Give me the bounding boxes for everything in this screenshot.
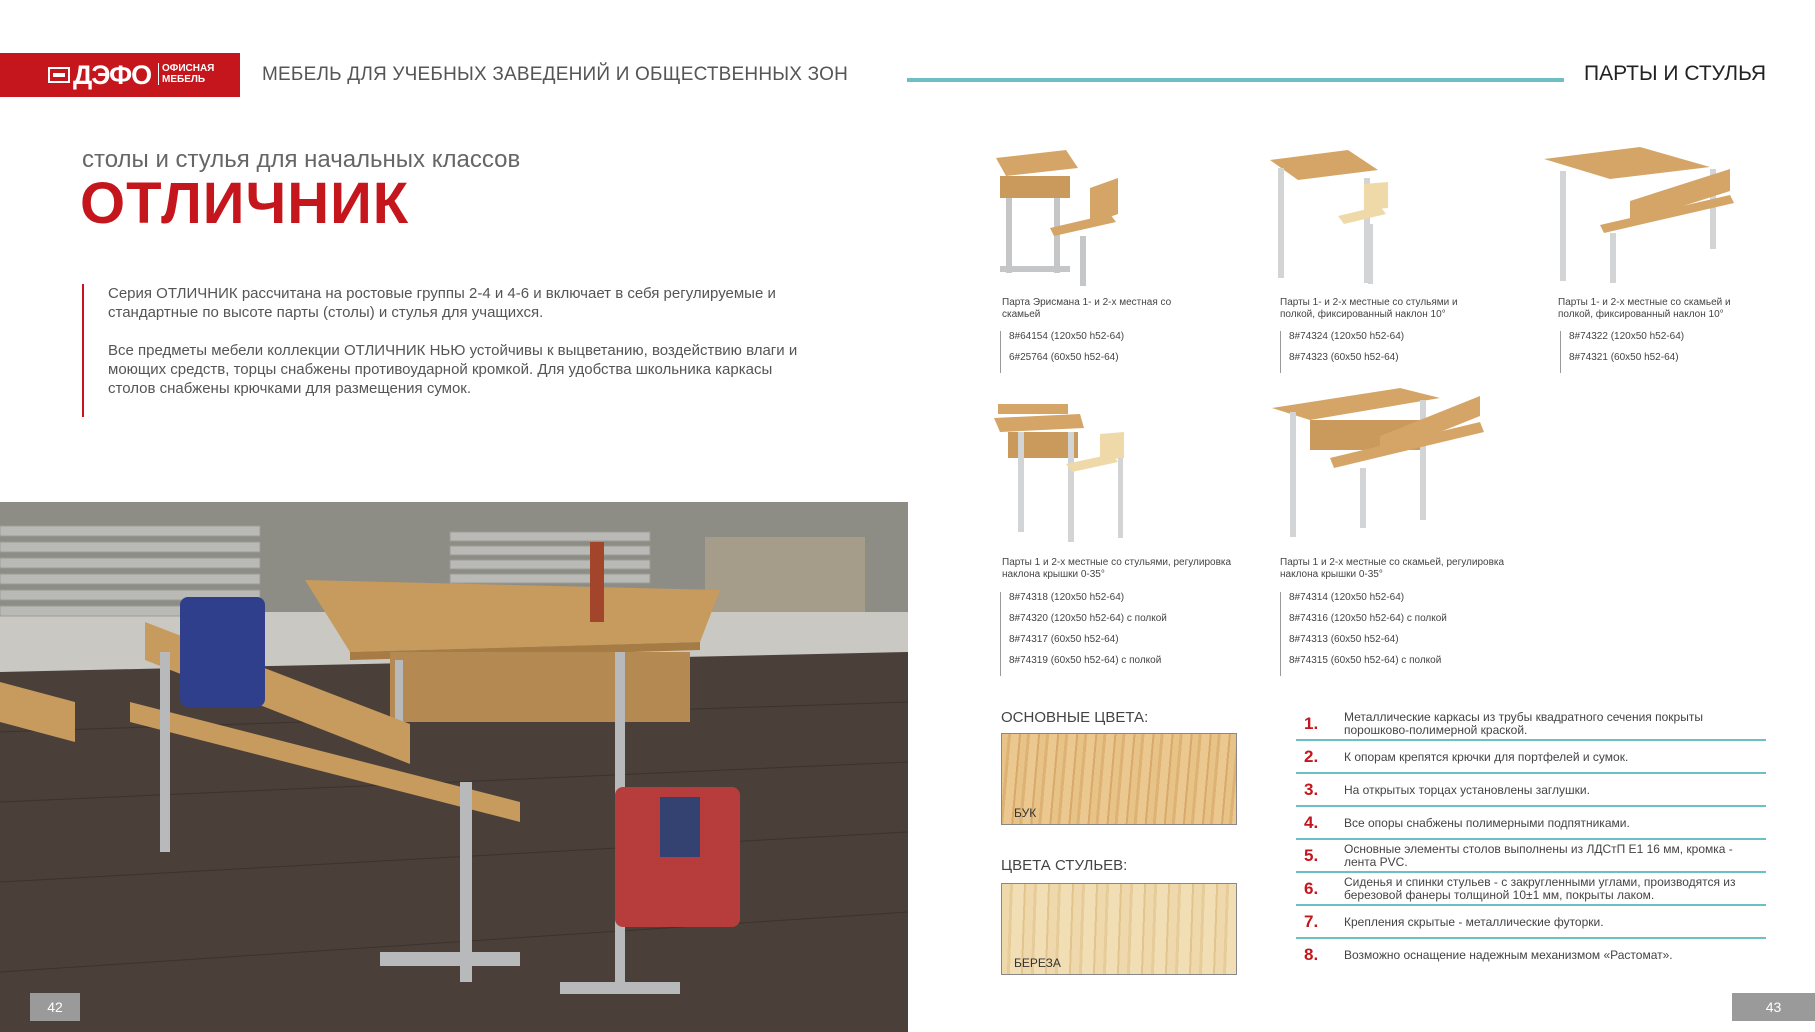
sku-item: 8#74317 (60x50 h52-64) — [1009, 634, 1119, 645]
feature-item — [1296, 807, 1766, 840]
feature-number: 6. — [1304, 879, 1319, 898]
sku-item: 8#74315 (60x50 h52-64) с полкой — [1289, 655, 1442, 666]
feature-number: 5. — [1304, 846, 1319, 865]
feature-text: К опорам крепятся крючки для портфелей и сумок. — [1344, 749, 1629, 764]
feature-number: 2. — [1304, 747, 1319, 766]
page-title: ОТЛИЧНИК — [80, 171, 410, 236]
feature-text: Возможно оснащение надежным механизмом «Растомат». — [1344, 947, 1673, 962]
classroom-photo — [0, 502, 908, 1032]
logo-text: ДЭФО — [73, 60, 152, 90]
feature-item — [1296, 939, 1766, 970]
feature-text: Металлические каркасы из трубы квадратного сечения покрыты порошково-полимерной краской. — [1344, 710, 1703, 737]
sku-list — [1280, 592, 1447, 676]
sku-list — [1280, 331, 1404, 373]
intro-paragraph: Все предметы мебели коллекции ОТЛИЧНИК НЬЮ устойчивы к выцветанию, воздействию влаги и моющих средств, торцы снабжены противоударной кромкой. Для удобства школьника каркасы столов снабжены крючками для размещения сумок. — [108, 342, 798, 397]
swatch-name: БУК — [1014, 806, 1037, 820]
swatch-name: БЕРЕЗА — [1014, 956, 1061, 970]
sku-item: 8#74316 (120x50 h52-64) с полкой — [1289, 613, 1447, 624]
sku-list — [1000, 331, 1124, 373]
product-caption: Парты 1- и 2-х местные со стульями и полкой, фиксированный наклон 10° — [1280, 297, 1458, 320]
product-caption: Парты 1 и 2-х местные со скамьей, регулировка наклона крышки 0-35° — [1280, 557, 1505, 580]
intro-paragraph: Серия ОТЛИЧНИК рассчитана на ростовые группы 2-4 и 4-6 и включает в себя регулируемые и стандартные по высоте парты (столы) и стулья для учащихся. — [108, 285, 776, 321]
sku-item: 8#74318 (120x50 h52-64) — [1009, 592, 1125, 603]
sku-list — [1000, 592, 1167, 676]
feature-item — [1296, 741, 1766, 774]
color-swatch — [1001, 883, 1237, 975]
category-title: ПАРТЫ И СТУЛЬЯ — [1584, 62, 1767, 85]
product-caption: Парта Эрисмана 1- и 2-х местная со скамьей — [1002, 297, 1172, 320]
feature-text: Основные элементы столов выполнены из ЛДСтП Е1 16 мм, кромка - лента PVC. — [1344, 842, 1733, 869]
product-image — [1540, 145, 1740, 295]
page-number: 42 — [30, 993, 80, 1021]
color-swatch — [1001, 733, 1237, 825]
main-colors-label: ОСНОВНЫЕ ЦВЕТА: — [1001, 709, 1149, 726]
section-title: МЕБЕЛЬ ДЛЯ УЧЕБНЫХ ЗАВЕДЕНИЙ И ОБЩЕСТВЕННЫХ ЗОН — [262, 64, 848, 85]
logo-subtext: ОФИСНАЯ МЕБЕЛЬ — [158, 63, 222, 85]
sku-item: 8#74321 (60x50 h52-64) — [1569, 352, 1679, 363]
product-image — [988, 398, 1148, 553]
sku-item: 8#74324 (120x50 h52-64) — [1289, 331, 1405, 342]
sku-item: 8#74320 (120x50 h52-64) с полкой — [1009, 613, 1167, 624]
feature-text: Все опоры снабжены полимерными подпятниками. — [1344, 815, 1630, 830]
intro-text — [82, 284, 808, 417]
feature-item — [1296, 840, 1766, 873]
feature-text: Крепления скрытые - металлические футорки. — [1344, 914, 1604, 929]
sku-item: 8#74322 (120x50 h52-64) — [1569, 331, 1685, 342]
sofa-icon — [48, 67, 70, 83]
sku-item: 8#74313 (60x50 h52-64) — [1289, 634, 1399, 645]
product-caption: Парты 1 и 2-х местные со стульями, регулировка наклона крышки 0-35° — [1002, 557, 1232, 580]
sku-list — [1560, 331, 1684, 373]
product-image — [1268, 148, 1418, 298]
product-image — [990, 148, 1140, 293]
sku-item: 8#74319 (60x50 h52-64) с полкой — [1009, 655, 1162, 666]
sku-item: 8#64154 (120x50 h52-64) — [1009, 331, 1125, 342]
feature-number: 4. — [1304, 813, 1319, 832]
feature-item — [1296, 774, 1766, 807]
sku-item: 8#74323 (60x50 h52-64) — [1289, 352, 1399, 363]
feature-number: 8. — [1304, 945, 1319, 964]
feature-number: 7. — [1304, 912, 1319, 931]
page-number: 43 — [1732, 993, 1815, 1021]
product-caption: Парты 1- и 2-х местные со скамьей и полкой, фиксированный наклон 10° — [1558, 297, 1731, 320]
feature-item — [1296, 708, 1766, 741]
feature-item — [1296, 873, 1766, 906]
sku-item: 6#25764 (60x50 h52-64) — [1009, 352, 1119, 363]
product-image — [1270, 386, 1490, 551]
chair-colors-label: ЦВЕТА СТУЛЬЕВ: — [1001, 857, 1128, 874]
feature-text: На открытых торцах установлены заглушки. — [1344, 782, 1590, 797]
brand-logo — [0, 53, 240, 97]
feature-number: 1. — [1304, 714, 1319, 733]
feature-item — [1296, 906, 1766, 939]
feature-number: 3. — [1304, 780, 1319, 799]
feature-text: Сиденья и спинки стульев - с закругленными углами, производятся из березовой фанеры толщиной 10±1 мм, покрыты лаком. — [1344, 875, 1736, 902]
sku-item: 8#74314 (120x50 h52-64) — [1289, 592, 1405, 603]
feature-list — [1296, 708, 1766, 970]
header-divider — [907, 78, 1564, 82]
page-subtitle: столы и стулья для начальных классов — [82, 146, 521, 173]
